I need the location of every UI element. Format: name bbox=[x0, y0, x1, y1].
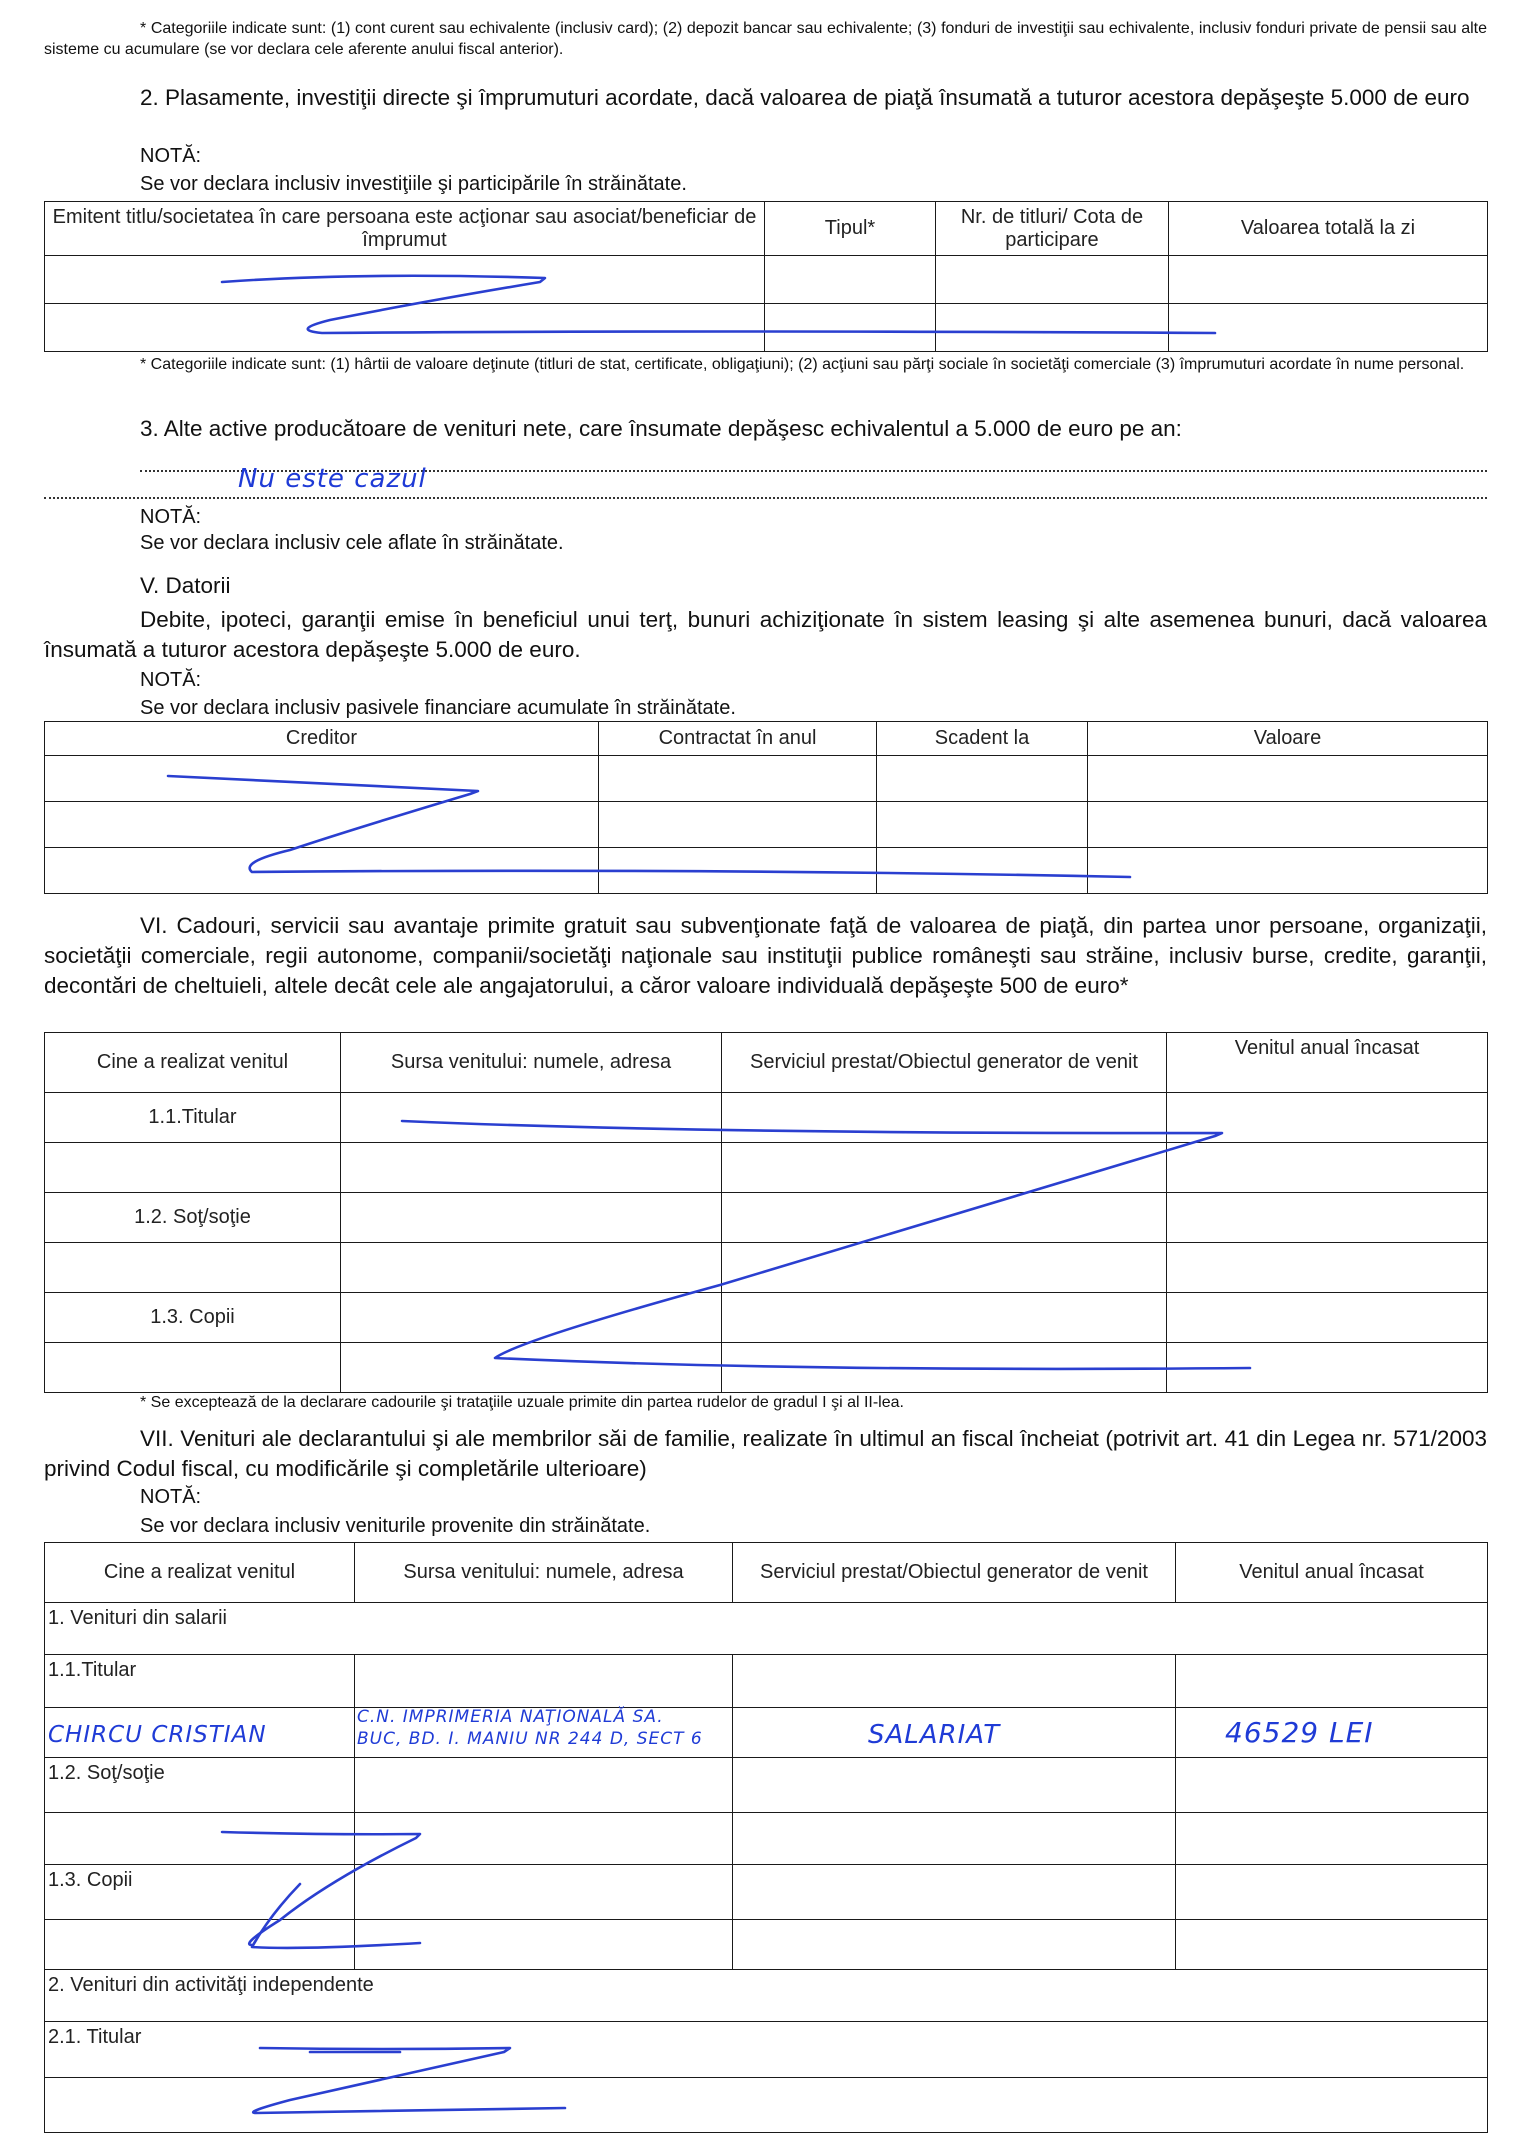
handwritten-source-line-1: C.N. IMPRIMERIA NAŢIONALĂ SA. bbox=[357, 1707, 664, 1727]
section-3-heading bbox=[44, 414, 1487, 444]
section-3-text: 3. Alte active producătoare de venituri nete, care însumate depăşesc echivalentul a 5.000 de euro pe an: bbox=[140, 416, 1182, 441]
section-2-heading bbox=[44, 83, 1487, 113]
row-label-children: 1.3. Copii bbox=[45, 1293, 341, 1343]
section-vi-footnote bbox=[44, 1392, 1487, 1413]
col-header-value: Valoare bbox=[1088, 722, 1488, 756]
section-vii-heading bbox=[44, 1424, 1487, 1484]
debts-table bbox=[44, 721, 1488, 894]
section-v-heading bbox=[44, 605, 1487, 665]
table-header-row bbox=[45, 202, 1488, 256]
section-vi-text: VI. Cadouri, servicii sau avantaje primite gratuit sau subvenţionate faţă de valoarea de piaţă, din partea unor persoane, organizaţii, societăţii comerciale, regii autonome, companii/societăţi naţionale sau instituţii publice româneşti sau străine, inclusiv burse, credite, garanţii, decontări de cheltuieli, altele decât cele ale angajatorului, a căror valoare individuală depăşeşte 500 de euro* bbox=[44, 913, 1487, 998]
table-row bbox=[45, 2022, 1488, 2078]
table-row bbox=[45, 256, 1488, 304]
section-3-nota-text: Se vor declara inclusiv cele aflate în străinătate. bbox=[140, 532, 564, 554]
section-v-nota-label: NOTĂ: bbox=[140, 669, 202, 691]
col-header-who: Cine a realizat venitul bbox=[45, 1033, 341, 1093]
section-v-nota-text: Se vor declara inclusiv pasivele financiare acumulate în străinătate. bbox=[140, 697, 736, 719]
row-label-holder: 1.1.Titular bbox=[45, 1093, 341, 1143]
table-row bbox=[45, 1603, 1488, 1655]
col-header-contract-year: Contractat în anul bbox=[599, 722, 877, 756]
dotted-line bbox=[44, 497, 1487, 499]
table-row bbox=[45, 1920, 1488, 1970]
row-label-salaries: 1. Venituri din salarii bbox=[45, 1603, 1488, 1655]
table-row bbox=[45, 1343, 1488, 1393]
col-header-source: Sursa venitului: numele, adresa bbox=[341, 1033, 722, 1093]
row-label-holder: 2.1. Titular bbox=[45, 2022, 1488, 2078]
table-row bbox=[45, 1758, 1488, 1813]
col-header-service: Serviciul prestat/Obiectul generator de venit bbox=[733, 1543, 1176, 1603]
table-row bbox=[45, 1813, 1488, 1865]
row-label-holder: 1.1.Titular bbox=[45, 1655, 355, 1708]
row-label-independent: 2. Venituri din activităţi independente bbox=[45, 1970, 1488, 2022]
table-row bbox=[45, 1143, 1488, 1193]
section-vii-text: VII. Venituri ale declarantului şi ale membrilor săi de familie, realizate în ultimul an fiscal încheiat (potrivit art. 41 din Legea nr. 571/2003 privind Codul fiscal, cu modificările şi completările ulterioare) bbox=[44, 1426, 1487, 1481]
table-row bbox=[45, 1970, 1488, 2022]
section-2-text: 2. Plasamente, investiţii directe şi împrumuturi acordate, dacă valoarea de piaţă însumată a tuturor acestora depăşeşte 5.000 de euro bbox=[140, 85, 1470, 110]
table-row bbox=[45, 2078, 1488, 2133]
row-label-spouse: 1.2. Soţ/soţie bbox=[45, 1193, 341, 1243]
table-header-row bbox=[45, 1543, 1488, 1603]
footnote-text: * Categoriile indicate sunt: (1) hârtii de valoare deţinute (titluri de stat, certificate, obligaţiuni); (2) acţiuni sau părţi sociale în societăţi comerciale (3) împrumuturi acordate în nume personal. bbox=[140, 356, 1465, 373]
section-2-nota-text: Se vor declara inclusiv investiţiile şi participările în străinătate. bbox=[140, 173, 687, 195]
handwritten-not-applicable: Nu este cazul bbox=[238, 464, 427, 494]
table-row bbox=[45, 802, 1488, 848]
table-row bbox=[45, 1193, 1488, 1243]
table-header-row bbox=[45, 722, 1488, 756]
table-row bbox=[45, 1093, 1488, 1143]
table-row bbox=[45, 756, 1488, 802]
footnote-text: * Categoriile indicate sunt: (1) cont curent sau echivalente (inclusiv card); (2) depozit bancar sau echivalente; (3) fonduri de investiţii sau echivalente, inclusiv fonduri private de pensii sau alte sisteme cu acumulare (se vor declara cele aferente anului fiscal anterior). bbox=[44, 20, 1487, 58]
col-header-issuer: Emitent titlu/societatea în care persoana este acţionar sau asociat/beneficiar de împrumut bbox=[45, 202, 765, 256]
col-header-source: Sursa venitului: numele, adresa bbox=[355, 1543, 733, 1603]
col-header-service: Serviciul prestat/Obiectul generator de venit bbox=[722, 1033, 1167, 1093]
section-v-title: V. Datorii bbox=[140, 573, 231, 598]
table-row bbox=[45, 848, 1488, 894]
section-3-nota-label: NOTĂ: bbox=[140, 506, 202, 528]
investments-table bbox=[44, 201, 1488, 352]
handwritten-service: SALARIAT bbox=[868, 1720, 1001, 1750]
table-row bbox=[45, 1293, 1488, 1343]
income-table bbox=[44, 1542, 1488, 2133]
table-row bbox=[45, 304, 1488, 352]
section-vii-nota-label: NOTĂ: bbox=[140, 1486, 202, 1508]
handwritten-income: 46529 LEI bbox=[1225, 1716, 1374, 1749]
col-header-type: Tipul* bbox=[765, 202, 936, 256]
footnote-text: * Se exceptează de la declarare cadourile şi trataţiile uzuale primite din partea rudelor de gradul I şi al II-lea. bbox=[140, 1394, 904, 1411]
col-header-annual-income: Venitul anual încasat bbox=[1167, 1033, 1488, 1093]
col-header-due: Scadent la bbox=[877, 722, 1088, 756]
handwritten-name: CHIRCU CRISTIAN bbox=[48, 1722, 267, 1748]
col-header-who: Cine a realizat venitul bbox=[45, 1543, 355, 1603]
table-row bbox=[45, 1655, 1488, 1708]
table-header-row bbox=[45, 1033, 1488, 1093]
section-vii-nota-text: Se vor declara inclusiv veniturile provenite din străinătate. bbox=[140, 1515, 651, 1537]
col-header-total-value: Valoarea totală la zi bbox=[1169, 202, 1488, 256]
section-v-text: Debite, ipoteci, garanţii emise în beneficiul unui terţ, bunuri achiziţionate în sistem leasing şi alte asemenea bunuri, dacă valoarea însumată a tuturor acestora depăşeşte 5.000 de euro. bbox=[44, 607, 1487, 662]
handwritten-source-line-2: BUC, BD. I. MANIU NR 244 D, SECT 6 bbox=[357, 1729, 703, 1749]
row-label-spouse: 1.2. Soţ/soţie bbox=[45, 1758, 355, 1813]
table-row bbox=[45, 1865, 1488, 1920]
col-header-annual-income: Venitul anual încasat bbox=[1176, 1543, 1488, 1603]
gifts-table bbox=[44, 1032, 1488, 1393]
section-2-nota-label: NOTĂ: bbox=[140, 145, 202, 167]
row-label-children: 1.3. Copii bbox=[45, 1865, 355, 1920]
table-row bbox=[45, 1243, 1488, 1293]
section-vi-heading bbox=[44, 911, 1487, 1001]
col-header-creditor: Creditor bbox=[45, 722, 599, 756]
col-header-shares: Nr. de titluri/ Cota de participare bbox=[936, 202, 1169, 256]
footnote-categories-accounts bbox=[44, 18, 1487, 60]
section-2-footnote bbox=[44, 354, 1487, 375]
